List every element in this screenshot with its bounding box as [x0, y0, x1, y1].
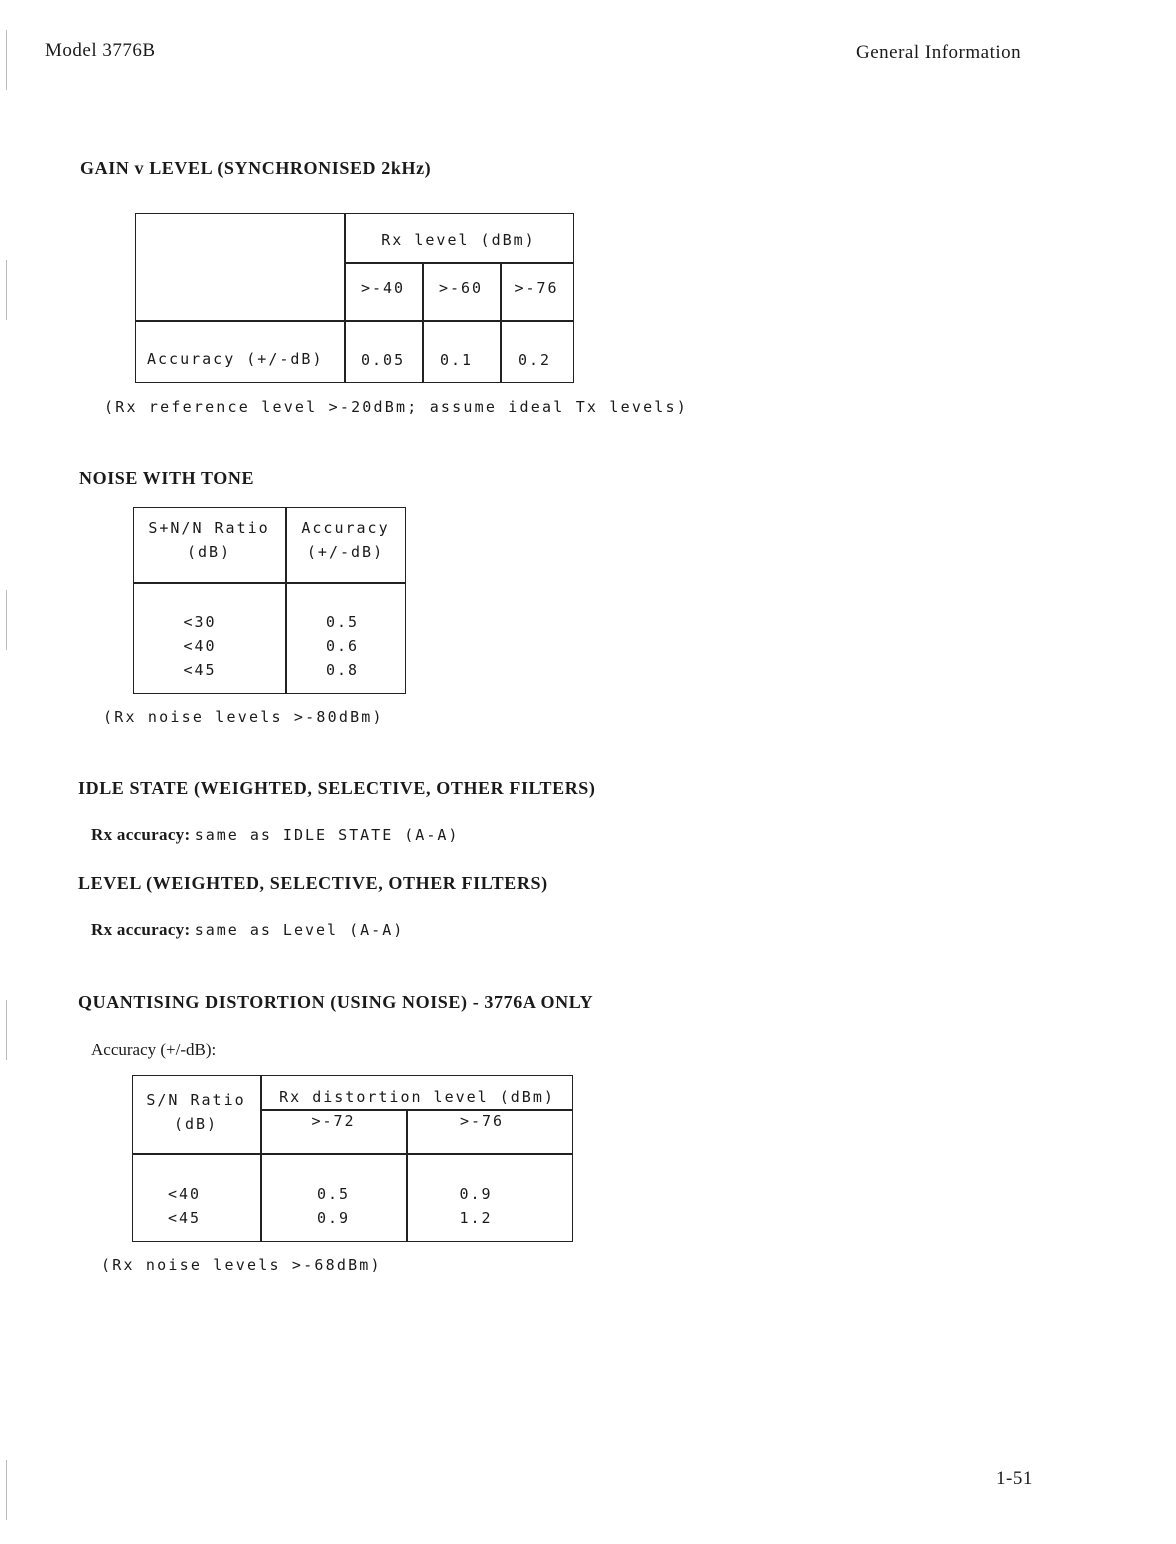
level-heading: LEVEL (WEIGHTED, SELECTIVE, OTHER FILTERS): [78, 873, 548, 893]
distortion-values: 0.5 0.9: [316, 1185, 351, 1227]
accuracy-values: 0.5 0.6 0.8: [325, 613, 360, 679]
binder-mark: [6, 1000, 7, 1060]
column-header: S+N/N Ratio (dB): [148, 519, 270, 561]
row-label: Accuracy (+/-dB): [147, 350, 324, 368]
table-divider: [344, 262, 573, 264]
rx-accuracy-value: same as Level (A-A): [194, 921, 405, 939]
table-cell: 0.1: [440, 351, 474, 369]
table-cell: 0.05: [361, 351, 406, 369]
binder-mark: [6, 590, 7, 650]
table-divider: [132, 1153, 573, 1155]
header-model: Model 3776B: [45, 40, 156, 61]
binder-mark: [6, 260, 7, 320]
page-number: 1-51: [996, 1468, 1033, 1489]
quantising-heading: QUANTISING DISTORTION (USING NOISE) - 3776A ONLY: [78, 992, 594, 1012]
gain-v-level-heading: GAIN v LEVEL (SYNCHRONISED 2kHz): [80, 158, 432, 178]
binder-mark: [6, 30, 7, 90]
distortion-level-header: Rx distortion level (dBm): [279, 1088, 555, 1106]
rx-accuracy-label: Rx accuracy:: [91, 920, 191, 939]
quantising-accuracy-label: Accuracy (+/-dB):: [91, 1040, 217, 1059]
gain-v-level-note: (Rx reference level >-20dBm; assume ideal Tx levels): [104, 398, 688, 416]
quantising-note: (Rx noise levels >-68dBm): [101, 1256, 382, 1274]
noise-with-tone-heading: NOISE WITH TONE: [79, 468, 255, 488]
table-divider: [133, 582, 406, 584]
rx-accuracy-label: Rx accuracy:: [91, 825, 191, 844]
idle-state-rx-accuracy: [91, 825, 459, 845]
table-cell: 0.2: [518, 351, 552, 369]
binder-mark: [6, 1460, 7, 1520]
column-header: >-76: [459, 1112, 505, 1130]
idle-state-heading: IDLE STATE (WEIGHTED, SELECTIVE, OTHER FILTERS): [78, 778, 596, 798]
distortion-values: 0.9 1.2: [459, 1185, 493, 1227]
ratio-values: <30 <40 <45: [183, 613, 217, 679]
noise-with-tone-note: (Rx noise levels >-80dBm): [103, 708, 384, 726]
column-header: Accuracy (+/-dB): [301, 519, 390, 561]
ratio-values: <40 <45: [167, 1185, 202, 1227]
column-header: S/N Ratio (dB): [146, 1091, 246, 1133]
rx-accuracy-value: same as IDLE STATE (A-A): [194, 826, 460, 844]
level-rx-accuracy: [91, 920, 404, 940]
rx-level-header: Rx level (dBm): [381, 231, 536, 249]
header-section: General Information: [856, 42, 1022, 63]
column-header: >-72: [311, 1112, 356, 1130]
table-divider: [135, 320, 574, 322]
column-header: >-40: [360, 279, 406, 297]
table-divider: [260, 1109, 573, 1111]
column-header: >-60: [438, 279, 484, 297]
column-header: >-76: [514, 279, 559, 297]
